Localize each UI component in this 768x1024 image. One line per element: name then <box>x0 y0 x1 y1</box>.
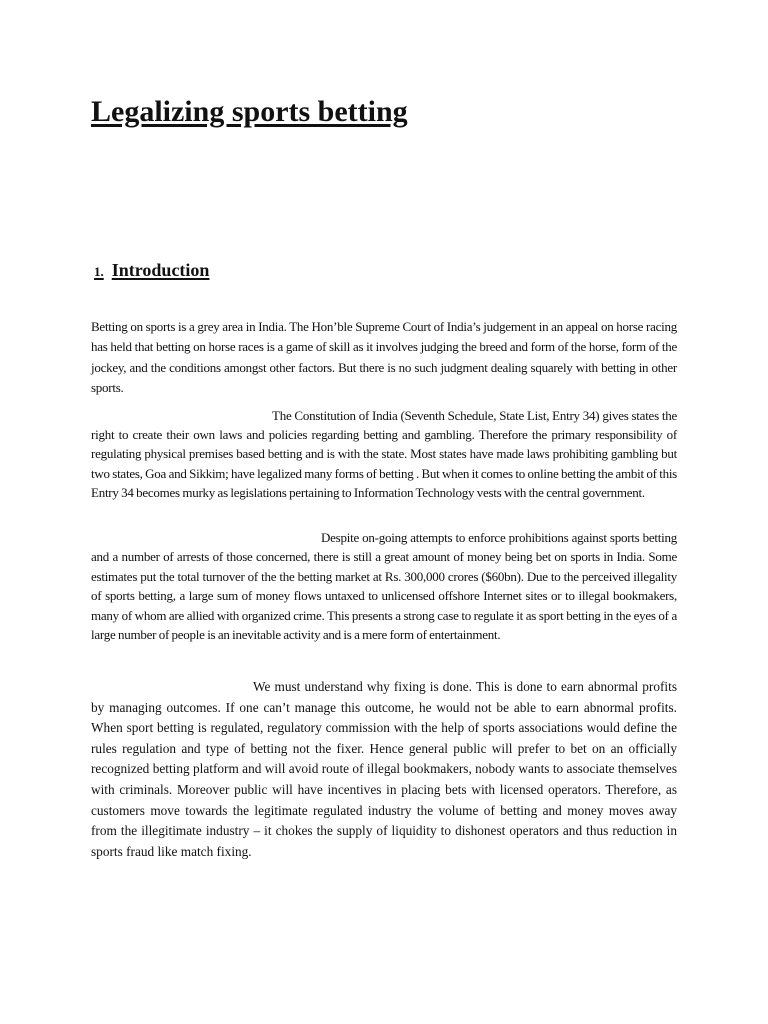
paragraph-2 <box>91 406 677 502</box>
document-title: Legalizing sports betting <box>91 95 408 128</box>
paragraph-1 <box>91 317 677 398</box>
section-heading <box>94 256 209 283</box>
paragraph-3 <box>91 528 677 644</box>
section-title: Introduction <box>111 260 210 280</box>
paragraph-3-text: Despite on-going attempts to enforce prohibitions against sports betting and a number of arrests of those concerned, there is still a great amount of money being bet on sports in India. Some estimates put the total turnover of the the betting market at Rs. 300,000 crores ($60bn). Due to the perceived illegality of sports betting, a large sum of money flows untaxed to unlicensed offshore Internet sites or to illegal bookmakers, many of whom are allied with organized crime. This presents a strong case to regulate it as sport betting in the eyes of a large number of people is an inevitable activity and is a mere form of entertainment. <box>91 530 677 643</box>
paragraph-4 <box>91 677 677 862</box>
section-number: 1. <box>94 264 104 279</box>
paragraph-2-text: The Constitution of India (Seventh Schedule, State List, Entry 34) gives states the right to create their own laws and policies regarding betting and gambling. Therefore the primary responsibility of regulating physical premises based betting and is with the state. Most states have made laws prohibiting gambling but two states, Goa and Sikkim; have legalized many forms of betting . But when it comes to online betting the ambit of this Entry 34 becomes murky as legislations pertaining to Information Technology vests with the central government. <box>91 408 677 500</box>
paragraph-4-text: We must understand why fixing is done. This is done to earn abnormal profits by managing outcomes. If one can’t manage this outcome, he would not be able to earn abnormal profits. When sport betting is regulated, regulatory commission with the help of sports associations would define the rules regulation and type of betting not the fixer. Hence general public will prefer to bet on an officially recognized betting platform and will avoid route of illegal bookmakers, nobody wants to associate themselves with criminals. Moreover public will have incentives in placing bets with licensed operators. Therefore, as customers move towards the legitimate regulated industry the volume of betting and money moves away from the illegitimate industry – it chokes the supply of liquidity to dishonest operators and thus reduction in sports fraud like match fixing. <box>91 679 677 859</box>
paragraph-1-text: Betting on sports is a grey area in India. The Hon’ble Supreme Court of India’s judgement in an appeal on horse racing has held that betting on horse races is a game of skill as it involves judging the breed and form of the horse, form of the jockey, and the conditions amongst other factors. But there is no such judgment dealing squarely with betting in other sports. <box>91 319 677 395</box>
